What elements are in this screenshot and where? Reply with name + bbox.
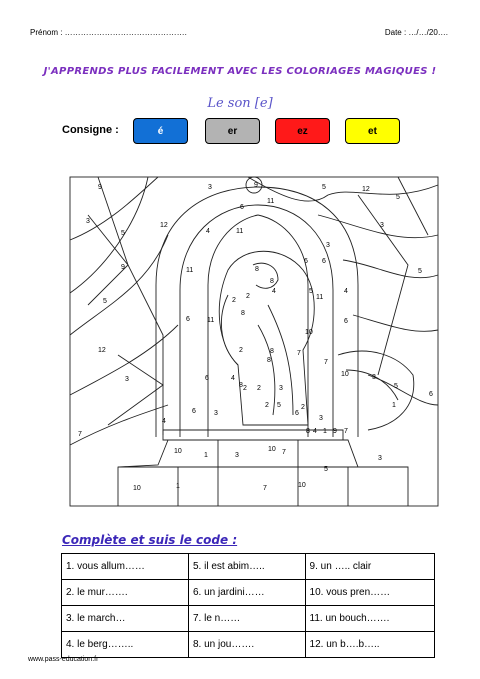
code-box-grey: er: [205, 118, 260, 144]
table-cell[interactable]: 12. un b….b…..: [305, 632, 434, 658]
drawing-number: 11: [186, 267, 194, 274]
coloring-drawing: [68, 175, 440, 510]
web-line: [318, 215, 438, 238]
parrot-wing: [221, 295, 238, 365]
drawing-number: 2: [257, 385, 261, 392]
drawing-number: 10: [305, 329, 313, 336]
drawing-number: 9: [121, 264, 125, 271]
drawing-number: 5: [324, 466, 328, 473]
drawing-number: 2: [232, 297, 236, 304]
drawing-number: 7: [263, 485, 267, 492]
cage-outline: [156, 187, 358, 437]
web-line: [98, 177, 163, 435]
web-line: [248, 177, 438, 201]
drawing-number: 9: [254, 182, 258, 189]
drawing-number: 6: [322, 258, 326, 265]
table-cell[interactable]: 3. le march…: [62, 606, 189, 632]
table-cell[interactable]: 10. vous pren……: [305, 580, 434, 606]
prenom-field: Prénom : ……………………………………….: [30, 28, 187, 37]
drawing-number: 3: [319, 415, 323, 422]
web-line: [70, 405, 168, 445]
drawing-number: 9: [98, 184, 102, 191]
drawing-number: 12: [362, 186, 370, 193]
drawing-number: 11: [267, 198, 275, 205]
table-cell[interactable]: 7. le n……: [188, 606, 305, 632]
drawing-number: 6: [192, 408, 196, 415]
drawing-number: 6: [295, 410, 299, 417]
drawing-number: 6: [344, 318, 348, 325]
drawing-number: 3: [208, 184, 212, 191]
drawing-number: 3: [235, 452, 239, 459]
code-box-yellow: et: [345, 118, 400, 144]
drawing-number: 6: [304, 258, 308, 265]
drawing-number: 12: [98, 347, 106, 354]
drawing-number: 4: [272, 288, 276, 295]
web-line: [368, 375, 438, 405]
drawing-number: 3: [380, 222, 384, 229]
drawing-number: 4: [313, 428, 317, 435]
code-box-red: ez: [275, 118, 330, 144]
drawing-number: 5: [277, 402, 281, 409]
drawing-number: 2: [239, 347, 243, 354]
drawing-number: 1: [392, 402, 396, 409]
table-cell[interactable]: 5. il est abim…..: [188, 554, 305, 580]
web-line: [70, 235, 168, 335]
drawing-number: 3: [326, 242, 330, 249]
drawing-number: 4: [206, 228, 210, 235]
table-cell[interactable]: 4. le berg……..: [62, 632, 189, 658]
parrot-body: [219, 251, 314, 425]
drawing-number: 7: [282, 449, 286, 456]
drawing-number: 10: [298, 482, 306, 489]
drawing-number: 5: [418, 268, 422, 275]
drawing-number: 7: [324, 359, 328, 366]
table-row: [62, 580, 435, 606]
table-cell[interactable]: 2. le mur…….: [62, 580, 189, 606]
table-row: [62, 632, 435, 658]
drawing-number: 2: [246, 293, 250, 300]
table-cell[interactable]: 8. un jou…….: [188, 632, 305, 658]
drawing-number: 2: [243, 385, 247, 392]
drawing-number: 6: [205, 375, 209, 382]
drawing-number: 6: [240, 204, 244, 211]
drawing-number: 4: [162, 418, 166, 425]
cage-base: [168, 440, 408, 506]
table-cell[interactable]: 11. un bouch…….: [305, 606, 434, 632]
table-cell[interactable]: 1. vous allum……: [62, 554, 189, 580]
drawing-number: 2: [265, 402, 269, 409]
drawing-number: 8: [241, 310, 245, 317]
drawing-number: 5: [121, 230, 125, 237]
drawing-number: 1: [204, 452, 208, 459]
drawing-number: 1: [323, 428, 327, 435]
drawing-number: 7: [297, 350, 301, 357]
drawing-number: 5: [322, 184, 326, 191]
drawing-number: 11: [236, 228, 244, 235]
drawing-number: 4: [231, 375, 235, 382]
consigne-label: Consigne :: [62, 124, 119, 136]
page-title: Le son [e]: [207, 96, 273, 111]
drawing-number: 8: [239, 382, 243, 389]
web-line: [70, 177, 158, 240]
drawing-number: 7: [78, 431, 82, 438]
table-cell[interactable]: 6. un jardini……: [188, 580, 305, 606]
drawing-number: 5: [103, 298, 107, 305]
table-cell[interactable]: 9. un ….. clair: [305, 554, 434, 580]
drawing-number: 8: [270, 278, 274, 285]
code-box-blue: é: [133, 118, 188, 144]
drawing-number: 10: [174, 448, 182, 455]
drawing-number: 5: [396, 194, 400, 201]
drawing-number: 8: [255, 266, 259, 273]
drawing-number: 8: [270, 348, 274, 355]
date-field: Date : …/…/20….: [384, 28, 448, 37]
drawing-number: 10: [268, 446, 276, 453]
drawing-number: 2: [301, 404, 305, 411]
web-line: [353, 315, 438, 331]
drawing-number: 10: [133, 485, 141, 492]
web-line: [108, 355, 163, 425]
drawing-number: 7: [344, 428, 348, 435]
drawing-number: 11: [207, 317, 215, 324]
parrot-tail: [338, 351, 414, 430]
drawing-number: 3: [378, 455, 382, 462]
web-line: [398, 177, 428, 235]
drawing-number: 6: [429, 391, 433, 398]
cage-bar: [258, 205, 333, 437]
cage-base: [118, 440, 168, 506]
cage-base-line: [178, 440, 348, 506]
table-row: [62, 606, 435, 632]
drawing-number: 9: [333, 428, 337, 435]
cage-bar: [208, 215, 258, 437]
drawing-number: 5: [309, 288, 313, 295]
drawing-number: 8: [306, 428, 310, 435]
drawing-number: 6: [186, 316, 190, 323]
drawing-number: 4: [344, 288, 348, 295]
drawing-number: 12: [160, 222, 168, 229]
drawing-number: 5: [394, 383, 398, 390]
footer-url: www.pass-education.fr: [28, 656, 99, 663]
drawing-number: 3: [125, 376, 129, 383]
cage-bar: [180, 205, 258, 437]
drawing-number: 10: [341, 371, 349, 378]
drawing-number: 11: [316, 294, 324, 301]
page-subtitle: J'APPRENDS PLUS FACILEMENT AVEC LES COLORIAGES MAGIQUES !: [43, 66, 437, 77]
exercise-title: Complète et suis le code :: [62, 533, 238, 547]
drawing-number: 3: [214, 410, 218, 417]
drawing-number: 8: [267, 357, 271, 364]
drawing-number: 1: [176, 483, 180, 490]
drawing-number: 3: [279, 385, 283, 392]
table-row: [62, 554, 435, 580]
word-table: [61, 553, 435, 658]
drawing-number: 3: [86, 218, 90, 225]
drawing-number: 3: [372, 374, 376, 381]
